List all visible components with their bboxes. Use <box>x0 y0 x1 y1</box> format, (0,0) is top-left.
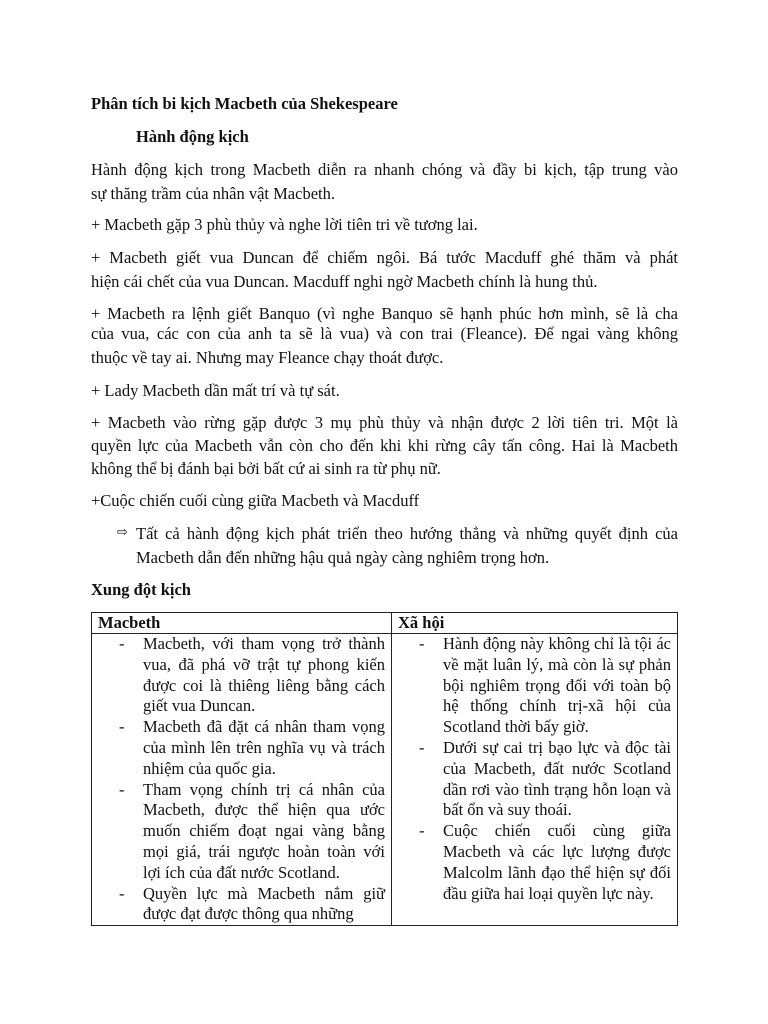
table-cell-xa-hoi <box>392 634 678 926</box>
list-item <box>392 634 677 738</box>
paragraph-line: sự thăng trầm của nhân vật Macbeth. <box>91 184 335 203</box>
list-item-line: của Macbeth, đất nước Scotland <box>443 758 671 778</box>
table-row <box>92 634 678 926</box>
list-item-line: Macbeth, với tham vọng trở <box>143 634 341 653</box>
list-item-line: Dưới sự cai trị bạo lực và độc tài <box>443 737 671 757</box>
conflict-table <box>91 612 678 926</box>
paragraph-line: + Macbeth ra lệnh giết Banquo (vì nghe Banquo sẽ hạnh phúc hơn mình, sẽ là cha <box>91 304 678 323</box>
list-item-line: Tham vọng chính trị cá nhân của <box>143 779 385 799</box>
paragraph-line: +Cuộc chiến cuối cùng giữa Macbeth và Macduff <box>91 491 420 510</box>
paragraph-line: + Macbeth gặp 3 phù thủy và nghe lời tiên tri về tương lai. <box>91 215 478 234</box>
list-item-line: mọi giá, trái ngược hoàn toàn với <box>143 841 385 861</box>
paragraph-line: thuộc về tay ai. Nhưng may Fleance chạy thoát được. <box>91 348 444 367</box>
macbeth-list <box>92 634 391 925</box>
list-item-line: thành vua, đã phá vỡ trật tự <box>143 634 385 674</box>
list-item-line: của Scotland thời bấy giờ. <box>443 696 672 737</box>
list-item <box>392 738 677 821</box>
list-item-line: phản bội nghiêm trọng đối với <box>443 654 671 695</box>
paragraph-line: + Macbeth giết vua Duncan để chiếm ngôi. Bá tước Macduff ghé thăm và phát <box>91 248 678 267</box>
list-item-line: Malcolm lãnh đạo thể hiện sự <box>443 862 645 882</box>
list-dash: - <box>119 634 125 653</box>
list-dash: - <box>119 717 125 737</box>
list-item <box>92 780 391 884</box>
section-heading-xung-dot: Xung đột kịch <box>91 580 191 599</box>
list-dash: - <box>419 634 425 653</box>
list-item-line: vọng của mình lên trên nghĩa vụ <box>143 717 386 757</box>
paragraph-line: Hành động kịch trong Macbeth diễn ra nhanh chóng và đầy bi kịch, tập trung vào <box>91 160 678 179</box>
list-item-line: Hành động này không chỉ là tội <box>443 634 653 653</box>
table-header-macbeth: Macbeth <box>92 613 392 634</box>
list-item-line: được đạt được thông qua những <box>143 904 354 924</box>
list-item-line: Macbeth đã đặt cá nhân tham <box>143 717 347 737</box>
document-title: Phân tích bi kịch Macbeth của Shekespeare <box>91 94 398 113</box>
table-header-row <box>92 613 678 634</box>
list-item-line: phong kiến được coi là thiêng <box>143 654 385 695</box>
arrow-right-icon: ⇨ <box>117 525 128 540</box>
section-heading-hanh-dong: Hành động kịch <box>136 127 249 146</box>
paragraph-line: Macbeth dẫn đến những hậu quả ngày càng nghiêm trọng hơn. <box>136 548 550 567</box>
list-item <box>92 717 391 779</box>
list-item <box>92 884 391 926</box>
paragraph-line: của vua, các con của anh ta sẽ là vua) và con trai (Fleance). Để ngai vàng không <box>91 324 678 343</box>
list-item-line: Macbeth và các lực lượng được <box>443 841 671 861</box>
list-dash: - <box>119 779 125 799</box>
list-dash: - <box>419 821 425 841</box>
list-item-line: liêng bằng cách giết vua Duncan. <box>143 675 385 716</box>
list-item-line: Macbeth, được thể hiện qua ước <box>143 800 385 820</box>
paragraph-line: không thể bị đánh bại bởi bất cứ ai sinh ra từ phụ nữ. <box>91 459 441 478</box>
list-item-line: này. <box>626 883 654 903</box>
table-cell-macbeth <box>92 634 392 926</box>
paragraph-line: + Lady Macbeth dần mất trí và tự sát. <box>91 381 340 400</box>
paragraph-line: quyền lực của Macbeth vẫn còn cho đến khi khi rừng cây tấn công. Hai là Macbeth <box>91 436 678 455</box>
paragraph-line: Tất cả hành động kịch phát triển theo hướng thẳng và những quyết định của <box>136 524 678 543</box>
list-item-line: dần rơi vào tình trạng hỗn loạn <box>443 779 651 799</box>
paragraph-line: + Macbeth vào rừng gặp được 3 mụ phù thủy và nhận được 2 lời tiên tri. Một là <box>91 413 678 432</box>
list-item-line: muốn chiếm đoạt ngai vàng bằng <box>143 821 385 841</box>
list-item-line: và trách nhiệm của quốc gia. <box>143 737 385 778</box>
list-item-line: Quyền lực mà Macbeth nắm giữ <box>143 883 385 903</box>
paragraph-line: hiện cái chết của vua Duncan. Macduff nghi ngờ Macbeth chính là hung thủ. <box>91 272 598 291</box>
list-item-line: lợi ích của đất nước Scotland. <box>143 862 340 882</box>
list-dash: - <box>119 883 125 903</box>
list-item-line: toàn bộ hệ thống chính trị-xã hội <box>443 675 671 716</box>
list-item-line: ác về mặt luân lý, mà còn là sự <box>443 634 672 674</box>
list-item <box>92 634 391 717</box>
list-dash: - <box>419 737 425 757</box>
list-item-line: đối đầu giữa hai loại quyền lực <box>443 862 672 903</box>
table-header-xa-hoi: Xã hội <box>392 613 678 634</box>
list-item-line: Cuộc chiến cuối cùng giữa <box>443 821 671 841</box>
list-item-line: và bất ổn và suy thoái. <box>443 779 671 820</box>
xa-hoi-list <box>392 634 677 904</box>
list-item <box>392 821 677 904</box>
